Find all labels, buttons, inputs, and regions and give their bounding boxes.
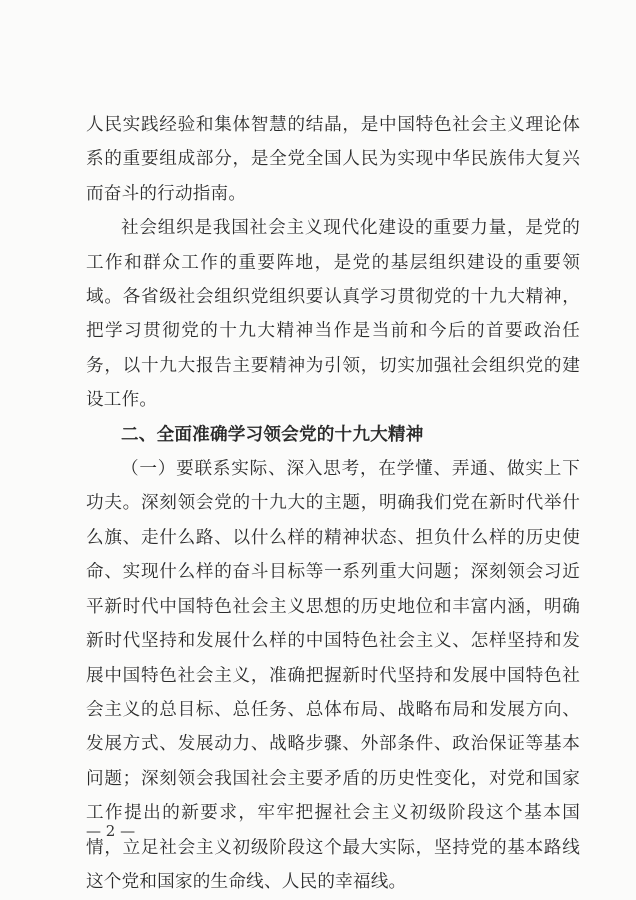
paragraph-social-organizations: 社会组织是我国社会主义现代化建设的重要力量，是党的工作和群众工作的重要阵地，是党的基层组织建设的重要领域。各省级社会组织党组织要认真学习贯彻党的十九大精神，把学习贯彻党的十九大精神当作是当前和今后的首要政治任务，以十九大报告主要精神为引领，切实加强社会组织党的建设工作。 [86, 218, 580, 411]
page-number: — 2 — [86, 822, 136, 840]
document-body [86, 108, 580, 899]
paragraph-continuation: 人民实践经验和集体智慧的结晶，是中国特色社会主义理论体系的重要组成部分，是全党全国人民为实现中华民族伟大复兴而奋斗的行动指南。 [86, 115, 580, 204]
section-heading: 二、全面准确学习领会党的十九大精神 [121, 424, 424, 445]
paragraph-section-one: （一）要联系实际、深入思考，在学懂、弄通、做实上下功夫。深刻领会党的十九大的主题，明确我们党在新时代举什么旗、走什么路、以什么样的精神状态、担负什么样的历史使命、实现什么样的奋斗目标等一系列重大问题；深刻领会习近平新时代中国特色社会主义思想的历史地位和丰富内涵，明确新时代坚持和发展什么样的中国特色社会主义、怎样坚持和发展中国特色社会主义，准确把握新时代坚持和发展中国特色社会主义的总目标、总任务、总体布局、战略布局和发展方向、发展方式、发展动力、战略步骤、外部条件、政治保证等基本问题；深刻领会我国社会主要矛盾的历史性变化，对党和国家工作提出的新要求，牢牢把握社会主义初级阶段这个基本国情，立足社会主义初级阶段这个最大实际，坚持党的基本路线这个党和国家的生命线、人民的幸福线。 [86, 459, 580, 892]
